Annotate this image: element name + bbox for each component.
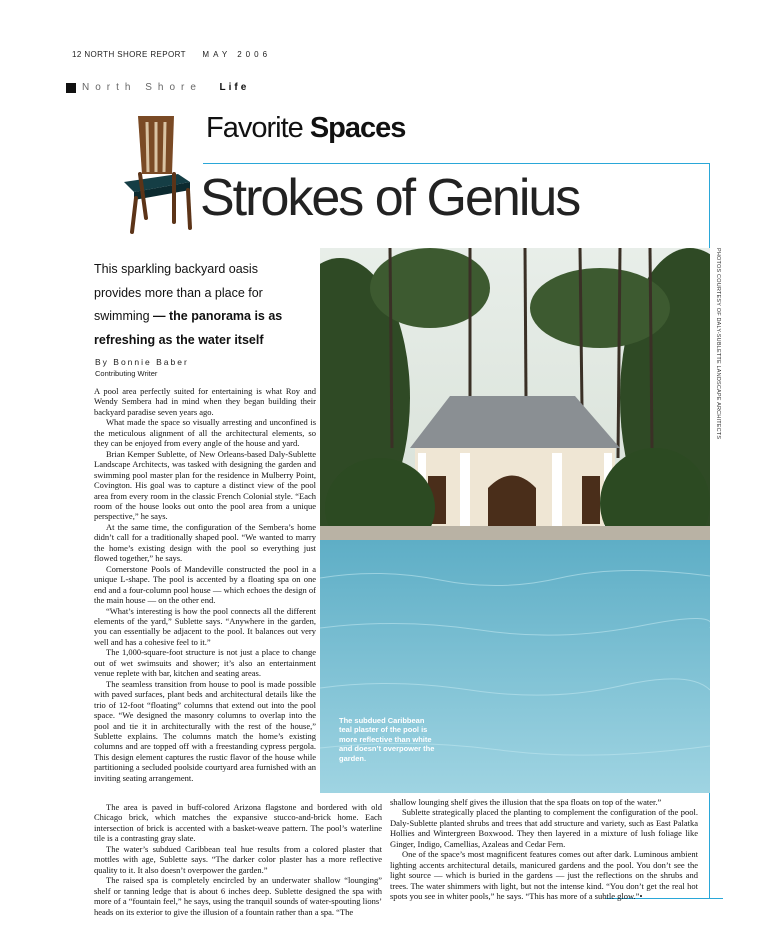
section-header <box>66 82 249 93</box>
body-column-3 <box>390 797 698 902</box>
paragraph: The raised spa is completely encircled by an underwater shallow “lounging” shelf or tanning ledge that is about 6 inches deep. Sublette designed the spa with more of a “fountain feel,” he says, using the tranquil sounds of water-spouting lions’ heads on its exterior to give the illusion of a fountain rather than a spa. “The <box>94 875 382 917</box>
paragraph: The 1,000-square-foot structure is not just a place to change out of wet swimsuits and shower; it’s also an entertainment venue replete with bar, kitchen and seating areas. <box>94 647 316 679</box>
photo-caption: The subdued Caribbean teal plaster of the pool is more reflective than white and doesn’t overpower the garden. <box>339 716 435 763</box>
deck-lead: This sparkling backyard oasis provides more than a place for swimming <box>94 262 263 323</box>
paragraph: The seamless transition from house to pool is made possible with paved surfaces, plant beds and architectural details like the trio of 12-foot “floating” columns that extend out into the pool space. “We designed the masonry columns to overlap into the pool and tie it in architecturally with the rest of the house,” Sublette explains. The columns match the home’s existing columns and are topped off with a freestanding cypress pergola. This design element captures the rustic flavor of the house while partitioning a secluded poolside courtyard area furnished with an inviting seating arrangement. <box>94 678 316 783</box>
paragraph: A pool area perfectly suited for entertaining is what Roy and Wendy Sembera had in mind when they began building their backyard paradise seven years ago. <box>94 386 316 417</box>
paragraph: Sublette strategically placed the planting to complement the configuration of the pool. Daly-Sublette planted shrubs and trees that add structure and variety, such as East Palatka Hollies and Wintergreen Boxwood. They then layered in a mixture of lush foliage like Ginger, Indigo, Camellias, Azaleas and Cedar Fern. <box>390 807 698 849</box>
column-name <box>206 112 405 145</box>
issue-date: MAY 2006 <box>202 50 272 59</box>
paragraph: What made the space so visually arresting and unconfined is the meticulous alignment of all the architectural elements, so they can be enjoyed from every angle of the house and yard. <box>94 417 316 449</box>
publication-name: NORTH SHORE REPORT <box>84 50 186 59</box>
body-column-wide <box>94 802 382 917</box>
paragraph: The water’s subdued Caribbean teal hue results from a colored plaster that mottles with age, Sublette says. “The darker color plaster has a more reflective quality to it. It also doesn’t overpower the garden.” <box>94 843 382 875</box>
section-strong: Life <box>219 82 250 93</box>
paragraph: shallow lounging shelf gives the illusion that the spa floats on top of the water.” <box>390 797 662 807</box>
folio <box>72 50 271 59</box>
article-title: Strokes of Genius <box>200 169 580 227</box>
paragraph: At the same time, the configuration of the Sembera’s home didn’t call for a traditionally shaped pool. “We wanted to marry the home’s existing design with the pool so everything just flowed together,” he says. <box>94 521 316 564</box>
section-square-icon <box>66 83 76 93</box>
byline-role: Contributing Writer <box>95 369 158 378</box>
paragraph: Cornerstone Pools of Mandeville constructed the pool in a unique L-shape. The pool is accented by a floating spa on one end and a four-column pool house — which echoes the design of the main house — on the other end. <box>94 563 316 606</box>
pool-photo <box>320 248 710 793</box>
chair-icon <box>116 112 196 236</box>
paragraph: “What’s interesting is how the pool connects all the different elements of the yard,” Sublette says. “Anywhere in the garden, you can essentially be adjacent to the pool. It balances out very well and has a cohesive feel to it.” <box>94 605 316 647</box>
page-number: 12 <box>72 50 82 59</box>
column-name-light: Favorite <box>206 112 303 144</box>
photo-credit-text: PHOTOS COURTESY OF DALY-SUBLETTE LANDSCAPE ARCHITECTS <box>715 248 721 440</box>
deck <box>94 258 294 352</box>
paragraph: Brian Kemper Sublette, of New Orleans-based Daly-Sublette Landscape Architects, was tasked with designing the garden and swimming pool master plan for the residence in Mulberry Point, Covington. His goal was to capture a distinct view of the pool area from every room in the classic French Colonial style. “Each room of the house looks out onto the pool area from a unique perspective,” he says. <box>94 448 316 522</box>
byline: By Bonnie Baber <box>95 357 189 367</box>
body-column-1 <box>94 386 316 783</box>
section-prefix: North Shore <box>82 82 202 93</box>
column-name-bold: Spaces <box>309 112 406 144</box>
paragraph: One of the space’s most magnificent features comes out after dark. Luminous ambient lighting accents architectural details, manicured gardens and the pool. You don’t see the light source — which is buried in the gardens — just the reflections on the shrubs and trees. The water shimmers with light, but not the intense kind. “You don’t get the real hot spots you see in whiter pools,” he says. “This has more of a subtle glow.”• <box>390 849 698 902</box>
deck-emphasis: — the panorama is as refreshing as the water itself <box>94 309 283 347</box>
paragraph: The area is paved in buff-colored Arizona flagstone and bordered with old Chicago brick, which matches the expansive stucco-and-brick home. Each intersection of brick is accented with a basket-weave pattern. The pool’s waterline tile is a contrasting gray slate. <box>94 802 382 844</box>
accent-rule <box>203 163 709 164</box>
photo-credit <box>711 248 723 440</box>
